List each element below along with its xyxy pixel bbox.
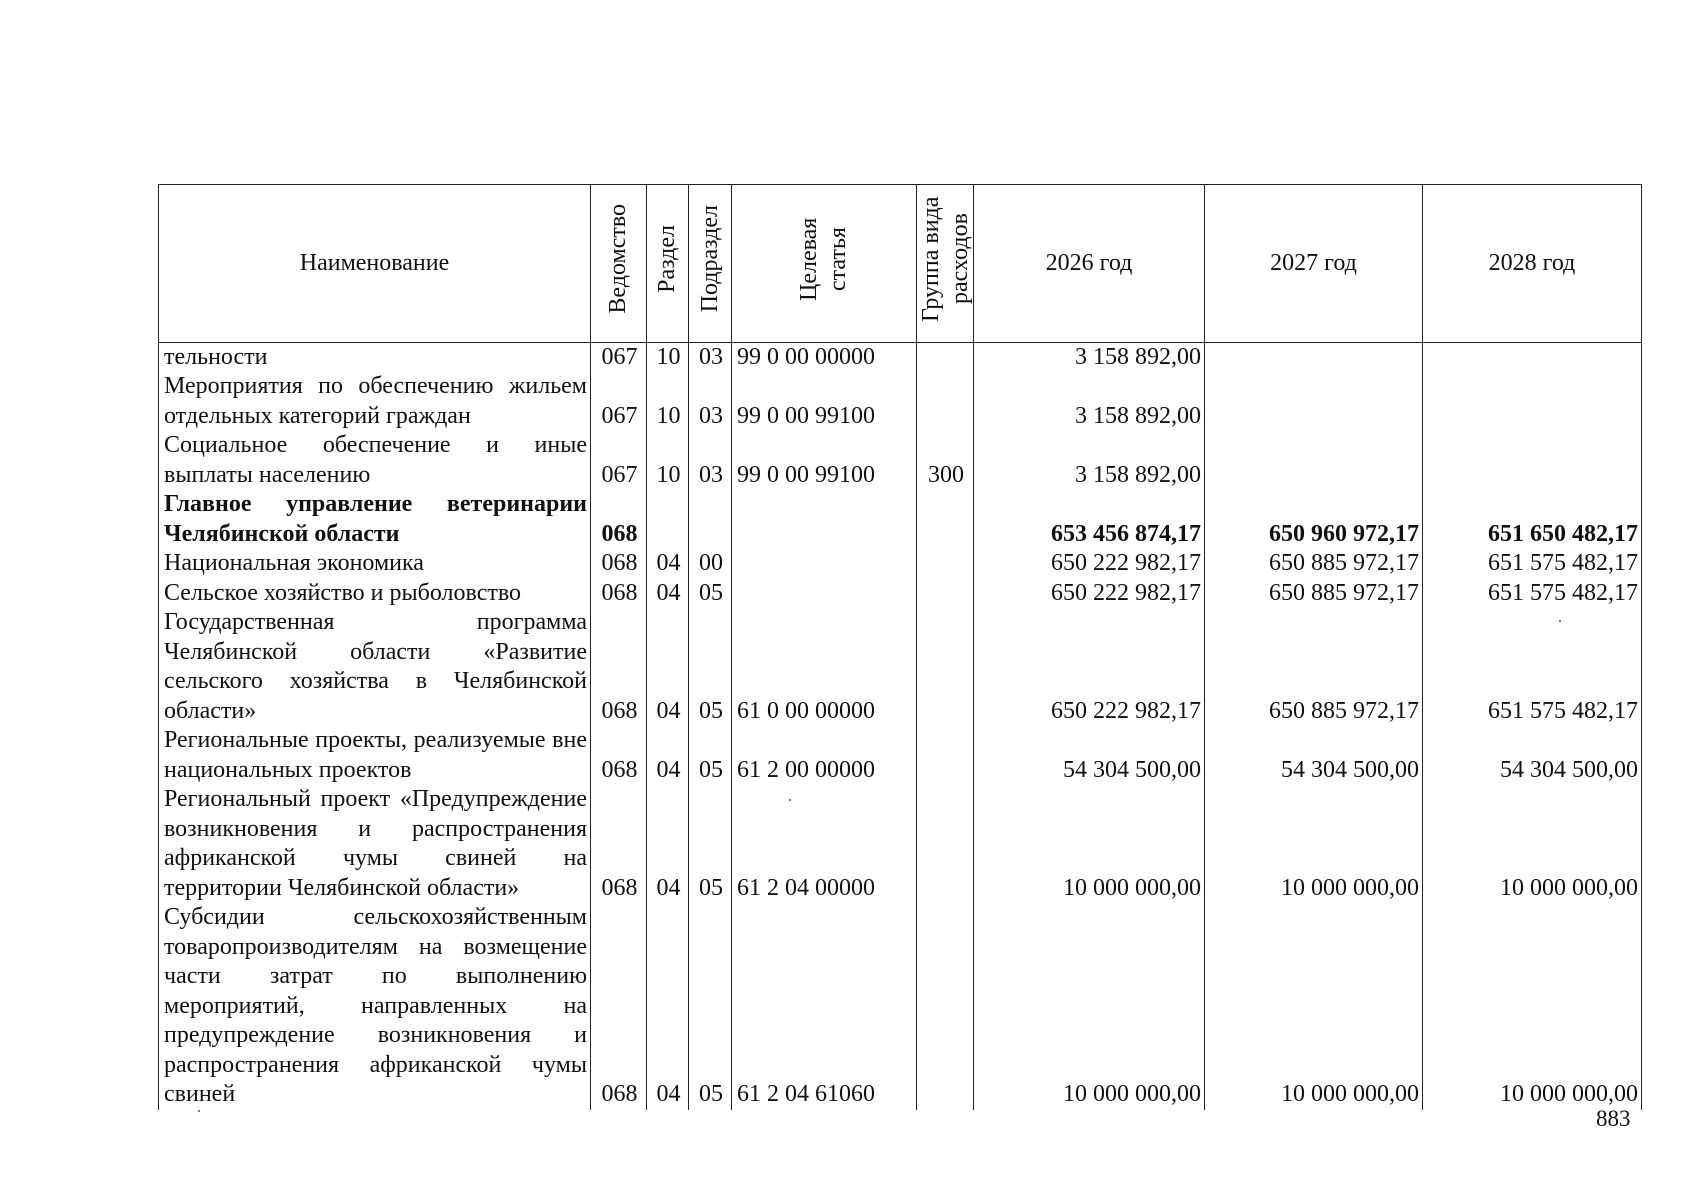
cell-expense-group (917, 490, 974, 549)
cell-section: 04 (647, 579, 689, 609)
cell-year-2028: 10 000 000,00 (1423, 903, 1642, 1110)
cell-subsection: 05 (689, 726, 732, 785)
cell-year-2026: 54 304 500,00 (974, 726, 1205, 785)
cell-year-2028: 10 000 000,00 (1423, 785, 1642, 903)
cell-target-article: 99 0 00 99100 (732, 431, 917, 490)
cell-name: Субсидии сельскохозяйственным товаропроизводителям на возмещение части затрат по выполнению мероприятий, направленных на предупреждение возникновения и распространения африканской чумы свиней (159, 903, 591, 1110)
cell-target-article: 99 0 00 99100 (732, 372, 917, 431)
scan-speck (198, 1110, 200, 1112)
cell-department: 068 (591, 785, 647, 903)
cell-name: Главное управление ветеринарии Челябинской области (159, 490, 591, 549)
cell-section: 04 (647, 608, 689, 726)
cell-section: 04 (647, 726, 689, 785)
cell-year-2026: 10 000 000,00 (974, 785, 1205, 903)
cell-year-2027: 650 960 972,17 (1205, 490, 1423, 549)
header-name: Наименование (159, 185, 591, 343)
header-subsection: Подраздел (689, 185, 732, 343)
cell-department: 067 (591, 372, 647, 431)
cell-name: Сельское хозяйство и рыболовство (159, 579, 591, 609)
cell-target-article (732, 549, 917, 579)
cell-department: 068 (591, 903, 647, 1110)
cell-year-2027: 650 885 972,17 (1205, 549, 1423, 579)
cell-subsection: 05 (689, 903, 732, 1110)
cell-department: 067 (591, 431, 647, 490)
cell-section: 10 (647, 342, 689, 372)
cell-year-2026: 650 222 982,17 (974, 549, 1205, 579)
cell-subsection: 03 (689, 372, 732, 431)
page-number: 883 (1596, 1106, 1631, 1131)
cell-expense-group (917, 342, 974, 372)
cell-year-2026: 650 222 982,17 (974, 608, 1205, 726)
cell-name: Государственная программа Челябинской области «Развитие сельского хозяйства в Челябинской области» (159, 608, 591, 726)
table-row (159, 903, 1642, 1110)
cell-target-article: 99 0 00 00000 (732, 342, 917, 372)
cell-subsection: 05 (689, 785, 732, 903)
cell-target-article: 61 2 00 00000 (732, 726, 917, 785)
cell-subsection: 05 (689, 579, 732, 609)
cell-section (647, 490, 689, 549)
table-row (159, 342, 1642, 372)
cell-name: Национальная экономика (159, 549, 591, 579)
cell-year-2028: 651 575 482,17 (1423, 579, 1642, 609)
cell-year-2026: 653 456 874,17 (974, 490, 1205, 549)
cell-target-article (732, 490, 917, 549)
cell-section: 04 (647, 785, 689, 903)
table-row (159, 726, 1642, 785)
header-year-2027: 2027 год (1205, 185, 1423, 343)
cell-expense-group (917, 549, 974, 579)
cell-expense-group (917, 903, 974, 1110)
header-expense-group: Группа вида расходов (917, 185, 974, 343)
cell-subsection: 00 (689, 549, 732, 579)
cell-target-article (732, 579, 917, 609)
cell-year-2028: 651 575 482,17 (1423, 549, 1642, 579)
cell-section: 10 (647, 372, 689, 431)
cell-expense-group (917, 785, 974, 903)
cell-year-2027 (1205, 431, 1423, 490)
cell-year-2027: 10 000 000,00 (1205, 785, 1423, 903)
table-body (159, 342, 1642, 1110)
table-row (159, 490, 1642, 549)
table-row (159, 785, 1642, 903)
cell-year-2028 (1423, 342, 1642, 372)
header-department: Ведомство (591, 185, 647, 343)
table-row (159, 372, 1642, 431)
cell-subsection: 05 (689, 608, 732, 726)
header-target-article: Целевая статья (732, 185, 917, 343)
cell-year-2026: 650 222 982,17 (974, 579, 1205, 609)
cell-year-2027: 650 885 972,17 (1205, 608, 1423, 726)
cell-target-article: 61 2 04 00000 (732, 785, 917, 903)
header-section: Раздел (647, 185, 689, 343)
cell-department: 068 (591, 726, 647, 785)
cell-year-2026: 3 158 892,00 (974, 342, 1205, 372)
cell-name: Региональный проект «Предупреждение возникновения и распространения африканской чумы свиней на территории Челябинской области» (159, 785, 591, 903)
cell-department: 068 (591, 579, 647, 609)
cell-department: 067 (591, 342, 647, 372)
cell-year-2027: 650 885 972,17 (1205, 579, 1423, 609)
scan-speck (789, 799, 791, 801)
cell-year-2027 (1205, 342, 1423, 372)
cell-section: 04 (647, 903, 689, 1110)
cell-department: 068 (591, 608, 647, 726)
cell-year-2027: 54 304 500,00 (1205, 726, 1423, 785)
cell-department: 068 (591, 549, 647, 579)
cell-target-article: 61 0 00 00000 (732, 608, 917, 726)
table-row (159, 549, 1642, 579)
cell-year-2026: 3 158 892,00 (974, 431, 1205, 490)
cell-expense-group: 300 (917, 431, 974, 490)
cell-expense-group (917, 372, 974, 431)
cell-name: Региональные проекты, реализуемые вне национальных проектов (159, 726, 591, 785)
cell-year-2028 (1423, 431, 1642, 490)
scan-speck (1559, 620, 1561, 622)
cell-year-2027: 10 000 000,00 (1205, 903, 1423, 1110)
cell-year-2026: 10 000 000,00 (974, 903, 1205, 1110)
cell-department: 068 (591, 490, 647, 549)
cell-expense-group (917, 579, 974, 609)
budget-table (158, 184, 1642, 1110)
header-year-2028: 2028 год (1423, 185, 1642, 343)
cell-expense-group (917, 726, 974, 785)
cell-year-2028: 651 575 482,17 (1423, 608, 1642, 726)
cell-name: тельности (159, 342, 591, 372)
table-row (159, 431, 1642, 490)
cell-target-article: 61 2 04 61060 (732, 903, 917, 1110)
cell-name: Мероприятия по обеспечению жильем отдельных категорий граждан (159, 372, 591, 431)
table-row (159, 579, 1642, 609)
cell-expense-group (917, 608, 974, 726)
table-row (159, 608, 1642, 726)
cell-year-2028: 54 304 500,00 (1423, 726, 1642, 785)
cell-year-2028: 651 650 482,17 (1423, 490, 1642, 549)
cell-subsection (689, 490, 732, 549)
cell-subsection: 03 (689, 431, 732, 490)
cell-section: 10 (647, 431, 689, 490)
cell-subsection: 03 (689, 342, 732, 372)
cell-year-2027 (1205, 372, 1423, 431)
cell-year-2028 (1423, 372, 1642, 431)
table-header-row (159, 185, 1642, 343)
header-year-2026: 2026 год (974, 185, 1205, 343)
cell-name: Социальное обеспечение и иные выплаты населению (159, 431, 591, 490)
cell-year-2026: 3 158 892,00 (974, 372, 1205, 431)
cell-section: 04 (647, 549, 689, 579)
